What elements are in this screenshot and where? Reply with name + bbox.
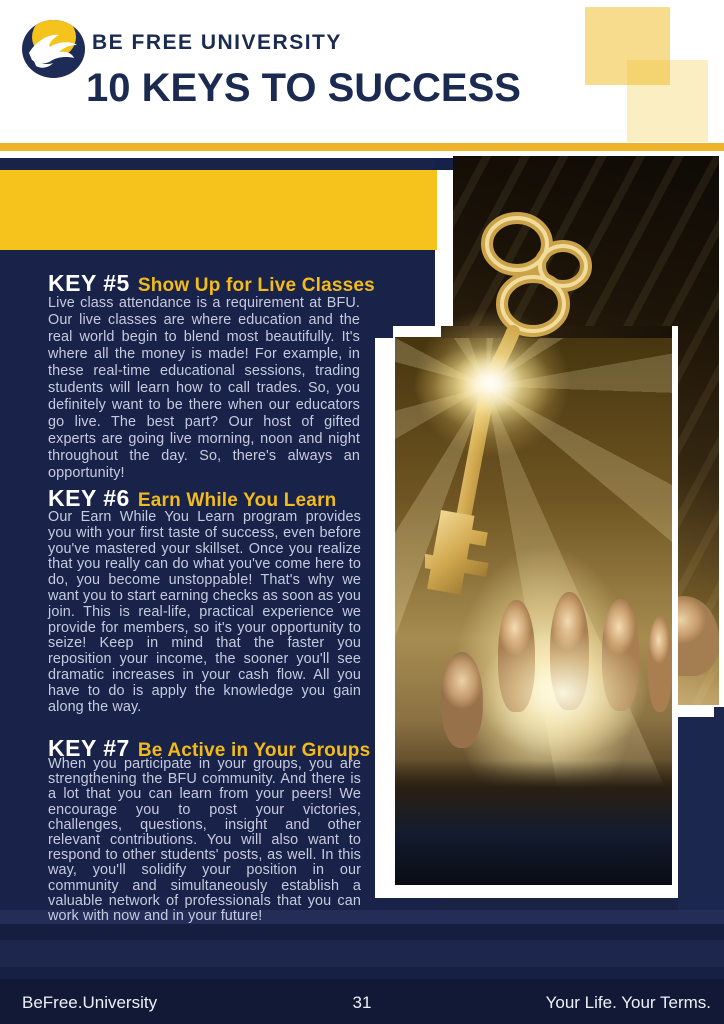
key-title: Be Active in Your Groups bbox=[137, 740, 371, 761]
hand-finger bbox=[648, 616, 672, 712]
section-body-key5: Live class attendance is a requirement at BFU. Our live classes are where education and the real world begin to blend most beautifully. It's where all the money is made! For example, in these real-time educational sessions, trading students will learn how to call trades. So, you definitely want to be there when our educators go live. The best part? Our host of gifted experts are going live morning, noon and night throughout the day. So, there's always an opportunity! bbox=[48, 295, 360, 481]
page-title: 10 KEYS TO SUCCESS bbox=[86, 66, 521, 110]
footer bbox=[0, 993, 724, 1017]
key-title: Earn While You Learn bbox=[137, 490, 337, 511]
brand-name: BE FREE UNIVERSITY bbox=[92, 31, 342, 54]
wrist-sleeve bbox=[395, 760, 672, 885]
right-navy-step bbox=[714, 707, 724, 717]
section-body-key6: Our Earn While You Learn program provides you with your first taste of success, even before you've mastered your skillset. Once you realize that you really can do what you've come here to do, you become unstoppable! That's why we want you to start earning checks as soon as you join. This is real-life, practical experience we provide for members, so it's your opportunity to seize! Keep in mind that the faster you reposition your income, the sooner you'll see dramatic increases in your cash flow. All you have to do is apply the knowledge you gain along the way. bbox=[48, 509, 361, 715]
footer-tagline: Your Life. Your Terms. bbox=[545, 993, 711, 1012]
key-label: KEY #5 bbox=[48, 270, 130, 296]
text-wrap-spacer bbox=[360, 330, 400, 730]
section-heading-key6 bbox=[48, 485, 336, 512]
golden-key-icon bbox=[425, 192, 615, 672]
right-navy-block bbox=[678, 717, 724, 910]
stripe bbox=[0, 940, 724, 967]
footer-site: BeFree.University bbox=[22, 993, 158, 1012]
accent-square-overlap bbox=[627, 60, 670, 85]
stripe bbox=[0, 967, 724, 979]
brand-logo bbox=[22, 20, 85, 78]
eagle-icon bbox=[22, 20, 85, 78]
section-heading-key5 bbox=[48, 270, 375, 297]
stripe bbox=[0, 924, 724, 940]
footer-page-number: 31 bbox=[352, 993, 372, 1012]
key-label: KEY #6 bbox=[48, 485, 130, 511]
key-title: Show Up for Live Classes bbox=[137, 275, 375, 296]
key-label: KEY #7 bbox=[48, 735, 130, 761]
section-body-key7: When you participate in your groups, you are strengthening the BFU community. And there is a lot that you can learn from your peers! We encourage you to post your victories, challenges, questions, insight and other relevant contributions. You will also want to respond to other students' posts, as well. In this way, you'll solidify your position in our community and simultaneously establish a valuable network of professionals that you can work with now and in your future! bbox=[48, 756, 361, 925]
gold-rule bbox=[0, 143, 724, 151]
gold-band bbox=[0, 170, 437, 250]
